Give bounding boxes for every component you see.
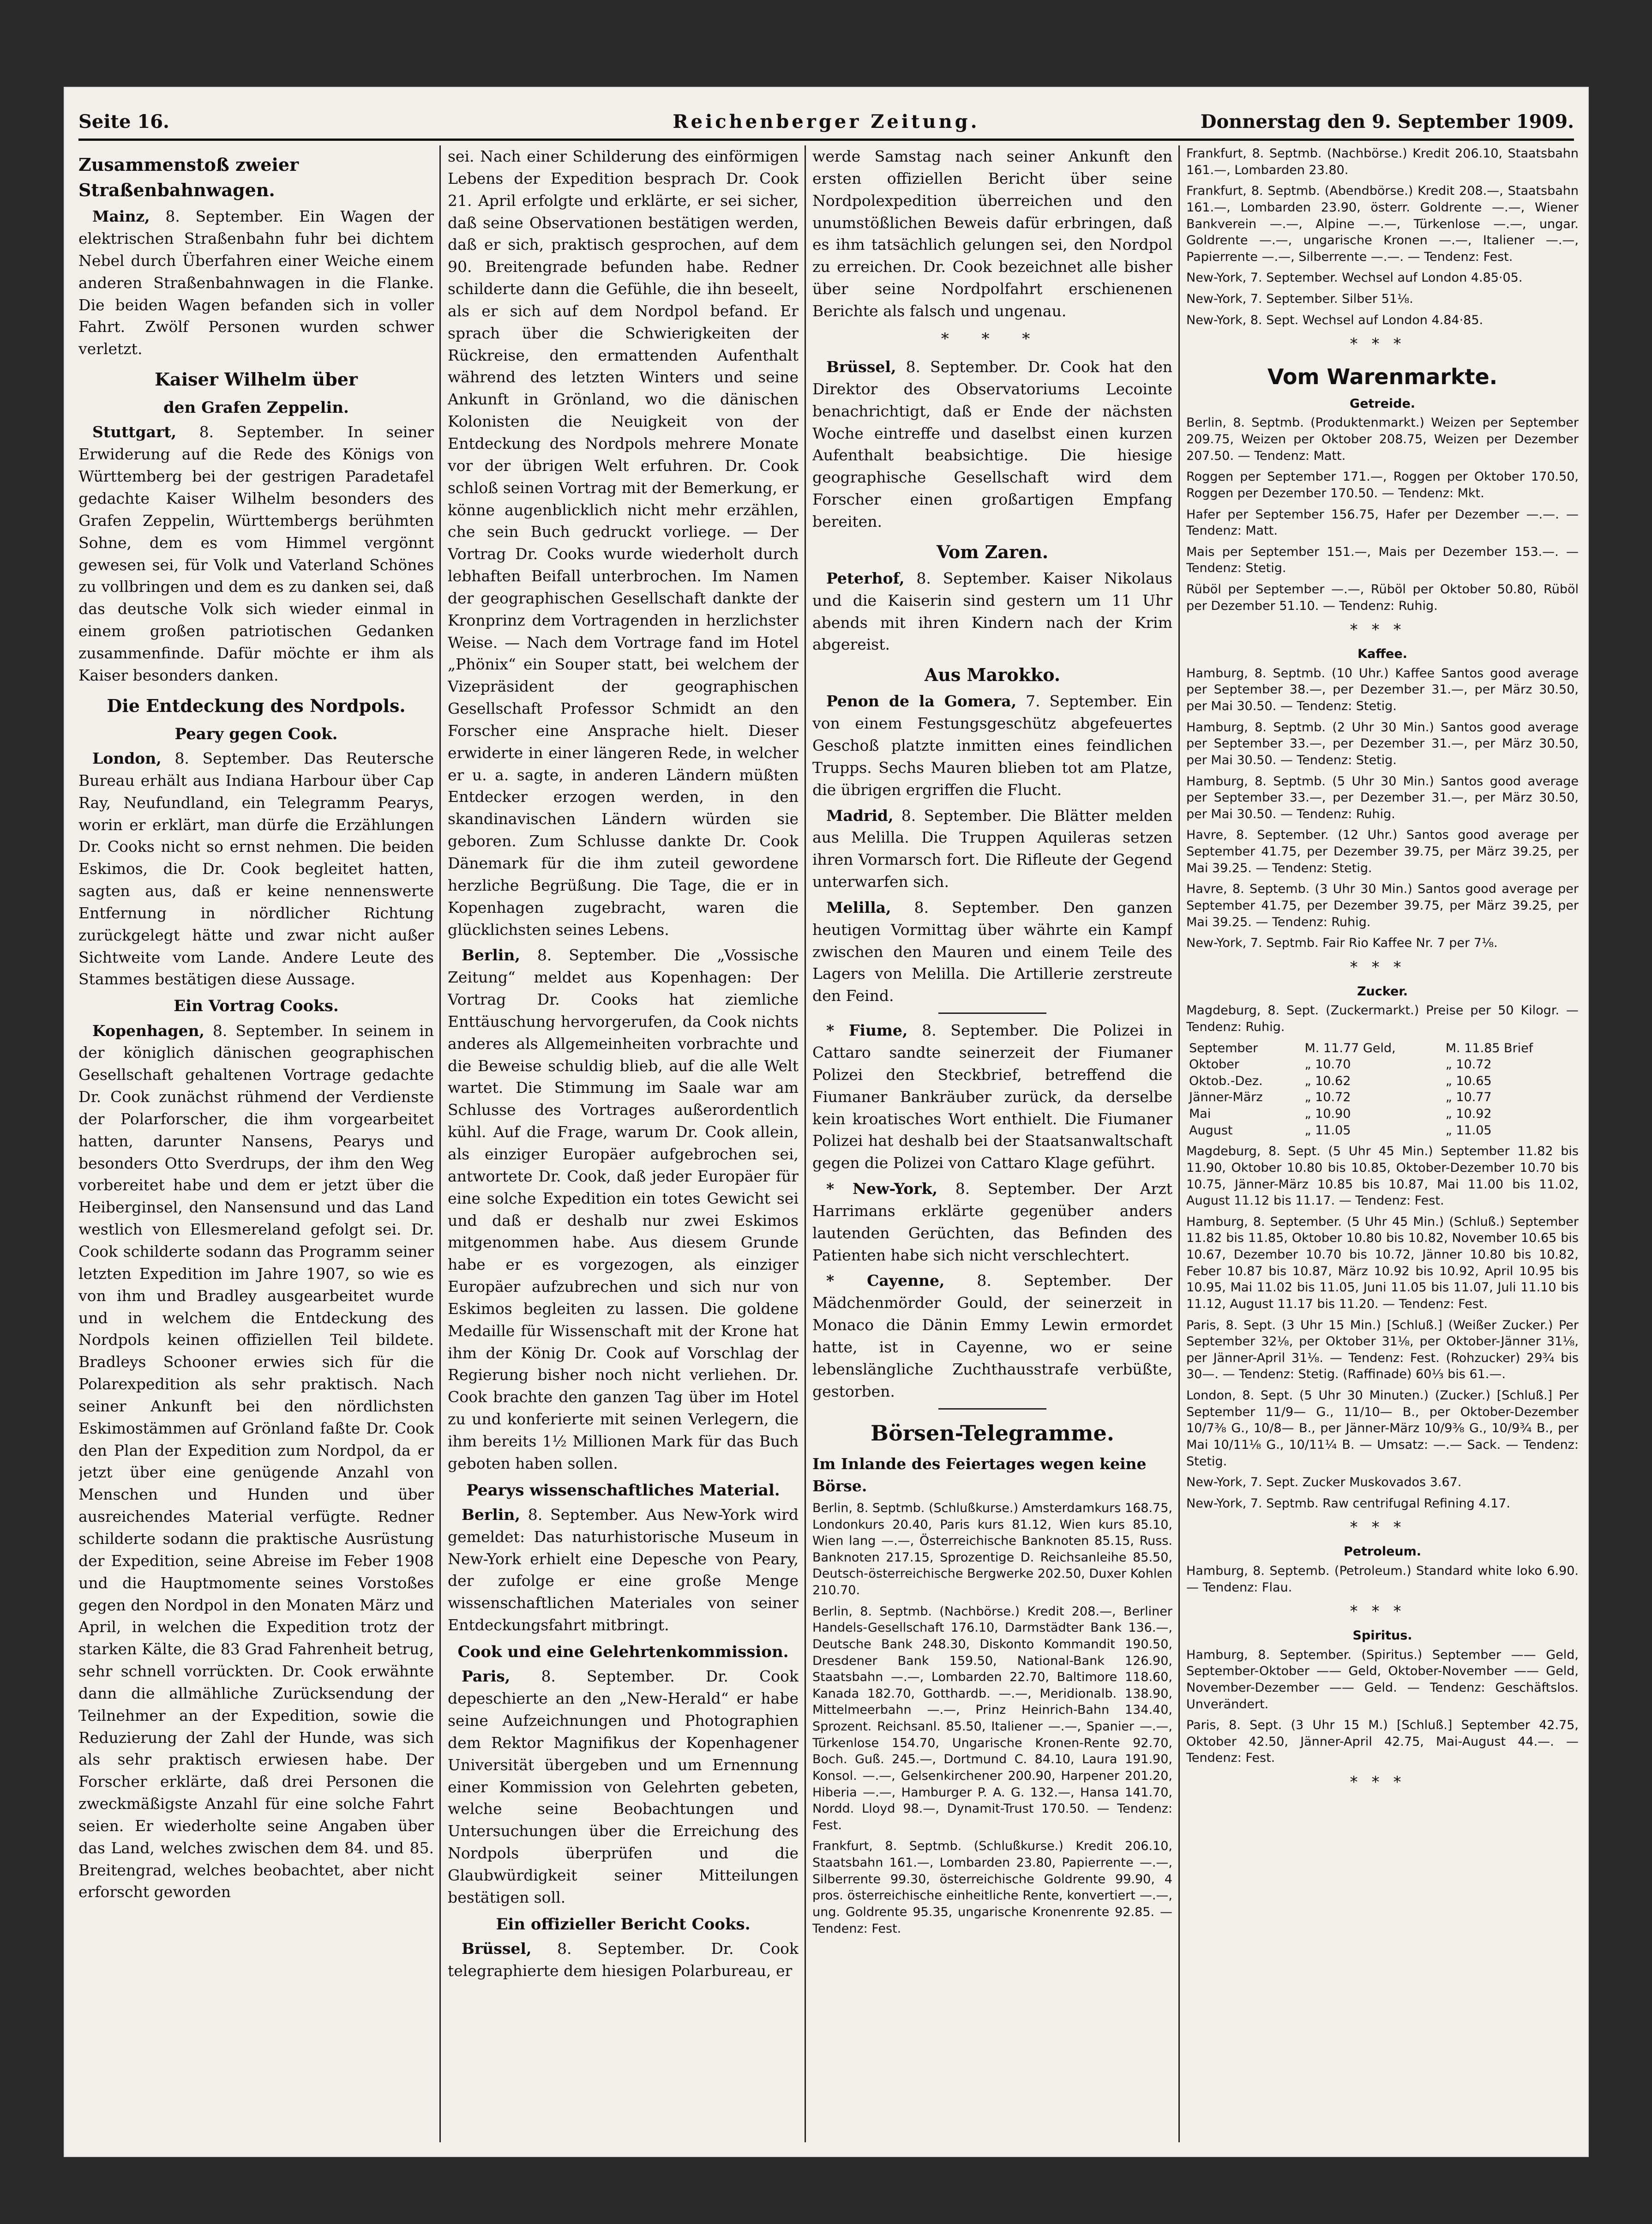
headline-kaiser-wilhelm: Kaiser Wilhelm über (155, 369, 358, 390)
market-newyork-silber: New-York, 7. September. Silber 51⅛. (1186, 292, 1413, 306)
column-4 (1186, 145, 1579, 2147)
divider (938, 1013, 1046, 1014)
market-zucker-6: New-York, 7. Sept. Zucker Muskovados 3.67. (1186, 1475, 1462, 1490)
sugar-cell: „ 10.72 (1445, 1057, 1492, 1072)
headline-warenmarkt: Vom Warenmarkte. (1267, 364, 1498, 390)
sugar-cell: M. 11.77 Geld, (1304, 1041, 1396, 1055)
article-berlin-newyork: Berlin, 8. September. Aus New-York wird gemeldet: Das naturhistorische Museum in New-York erhielt eine Depesche von Peary, der zufolge er eine große Menge wissenschaftlichen Materiales von seiner Entdeckungsfahrt mitbringt. (448, 1505, 799, 1634)
section-kaffee: Kaffee. (1358, 647, 1407, 662)
market-kaffee-2: Hamburg, 8. Septmb. (2 Uhr 30 Min.) Santos good average per September 33.—, per Dezember 31.—, per März 30.50, per Mai 30.50. — Tendenz: Stetig. (1186, 720, 1579, 767)
article-london: London, 8. September. Das Reutersche Bureau erhält aus Indiana Harbour über Cap Ray, Neufundland, ein Telegramm Pearys, worin er erklärt, man dürfe die Erzählungen Dr. Cooks nicht so ernst nehmen. Die beiden Eskimos, die Dr. Cook begleitet hatten, sagten aus, daß er keine nennenswerte Entfernung in nördlicher Richtung zurückgelegt hätte und zwar nicht außer Sichtweite vom Lande. Andere Leute des Stammes bestätigen diese Aussage. (78, 749, 434, 988)
market-zucker-3: Hamburg, 8. September. (5 Uhr 45 Min.) (Schluß.) September 11.82 bis 11.85, Oktober 10.80 bis 10.82, November 10.65 bis 10.67, Dezember 10.70 bis 10.72, Jänner 10.80 bis 10.82, Feber 10.87 bis 10.87, März 10.92 bis 10.92, April 10.95 bis 10.95, Mai 11.02 bis 11.05, Juni 11.05 bis 11.07, Juli 11.10 bis 11.12, August 11.17 bis 11.20. — Tendenz: Fest. (1186, 1214, 1579, 1311)
headline-nordpol: Die Entdeckung des Nordpols. (107, 695, 406, 716)
article-penon: Penon de la Gomera, 7. September. Ein von einem Festungsgeschütz abgefeuertes Geschoß platzte inmitten eines feindlichen Trupps. Sechs Mauren blieben tot am Platze, die übrigen ergriffen die Flucht. (812, 692, 1172, 799)
headline-marokko: Aus Marokko. (924, 664, 1061, 686)
section-stars: *** (1350, 1518, 1415, 1537)
market-spiritus-1: Hamburg, 8. September. (Spiritus.) September —— Geld, September-Oktober —— Geld, Oktober-November —— Geld, November-Dezember —— Geld. — Tendenz: Geschäftslos. Unverändert. (1186, 1647, 1579, 1712)
sugar-cell: „ 10.72 (1304, 1090, 1351, 1105)
headline-boersen: Börsen-Telegramme. (871, 1420, 1114, 1446)
article-stuttgart: Stuttgart, 8. September. In seiner Erwiderung auf die Rede des Königs von Württemberg bei der gestrigen Paradetafel gedachte Kaiser Wilhelm besonders des Grafen Zeppelin, Württembergs berühmten Sohne, dem es vom Himmel vergönnt gewesen sei, für Volk und Vaterland Schönes zu vollbringen und dem es zu danken sei, daß das deutsche Volk sich wieder einmal in einem großen patriotischen Gedanken zusammenfinde. Dafür möchte er ihm als Kaiser besonders danken. (78, 423, 434, 684)
column-2 (448, 145, 799, 2147)
section-getreide: Getreide. (1349, 396, 1416, 411)
sugar-cell: September (1189, 1041, 1258, 1055)
market-frankfurt-nachboerse: Frankfurt, 8. Septmb. (Nachbörse.) Kredit 206.10, Staatsbahn 161.—, Lombarden 23.80. (1186, 146, 1579, 177)
market-getreide-rueboel: Rüböl per September —.—, Rüböl per Oktober 50.80, Rüböl per Dezember 51.10. — Tendenz: Ruhig. (1186, 582, 1579, 613)
headline-zaren: Vom Zaren. (936, 541, 1049, 562)
sugar-row (1186, 1073, 1579, 1090)
issue-date: Donnerstag den 9. September 1909. (1200, 111, 1574, 133)
article-berlin-vossische: Berlin, 8. September. Die „Vossische Zeitung“ meldet aus Kopenhagen: Der Vortrag Dr. Cooks hat ziemliche Enttäuschung hervorgerufen, da Cook nichts anderes als Allgemeinheiten vorbrachte und die Beweise schuldig blieb, auf die alle Welt wartet. Die Stimmung im Saale war am Schlusse des Vortrages außerordentlich kühl. Auf die Frage, warum Dr. Cook allein, als einziger Europäer aufgebrochen sei, antwortete Dr. Cook, daß jeder Europäer für eine solche Expedition ein totes Gewicht sei und daß er deshalb nur zwei Eskimos mitgenommen habe. Aus diesem Grunde habe er es vorgezogen, als einziger Europäer aufzubrechen und sich nur von Eskimos begleiten zu lassen. Die goldene Medaille für Wissenschaft mit der Krone hat ihm der König Dr. Cook auf Vorschlag der Regierung bisher noch nicht verliehen. Dr. Cook brachte den ganzen Tag über im Hotel zu und konferierte mit seinen Verlegern, die ihm bereits 1½ Millionen Mark für das Buch geboten haben sollen. (448, 946, 799, 1472)
section-petroleum: Petroleum. (1343, 1544, 1422, 1559)
market-getreide-weizen: Berlin, 8. Septmb. (Produktenmarkt.) Weizen per September 209.75, Weizen per Oktober 208.75, Weizen per Dezember 207.50. — Tendenz: Matt. (1186, 416, 1579, 463)
market-zucker-2: Magdeburg, 8. Sept. (5 Uhr 45 Min.) September 11.82 bis 11.90, Oktober 10.80 bis 10.85, Oktober-Dezember 10.70 bis 10.75, Jänner-März 10.85 bis 10.87, Mai 11.00 bis 11.02, August 11.12 bis 11.17. — Tendenz: Fest. (1186, 1144, 1579, 1208)
market-kaffee-5: Havre, 8. Septemb. (3 Uhr 30 Min.) Santos good average per September 41.75, per Dezember 39.75, per März 39.25, per Mai 39.25. — Tendenz: Ruhig. (1186, 882, 1579, 929)
subheadline-keine-boerse: Im Inlande des Feiertages wegen keine Börse. (812, 1455, 1147, 1495)
market-berlin-nachboerse: Berlin, 8. Septmb. (Nachbörse.) Kredit 208.—, Berliner Handels-Gesellschaft 176.10, Darmstädter Bank 136.—, Deutsche Bank 248.30, Diskonto Kommandit 190.50, Dresdener Bank 159.50, National-Bank 126.90, Staatsbahn —.—, Lombarden 22.70, Baltimore 118.60, Kanada 182.70, Gotthardb. —.—, Meridionalb. 138.90, Mittelmeerbahn —.—, Prinz Heinrich-Bahn 134.40, Sprozent. Reichsanl. 85.50, Italiener —.—, Spanier —.—, Türkenlose 154.70, Ungarische Kronen-Rente 92.70, Boch. Guß. 245.—, Dortmund C. 84.10, Laura 191.90, Konsol. —.—, Gelsenkirchener 200.90, Harpener 201.20, Hiberia —.—, Hamburger P. A. G. 132.—, Hansa 141.70, Nordd. Lloyd 98.—, Dynamit-Trust 170.50. — Tendenz: Fest. (812, 1604, 1172, 1832)
market-zucker-7: New-York, 7. Septmb. Raw centrifugal Refining 4.17. (1186, 1496, 1511, 1511)
headline-peary-material: Pearys wissenschaftliches Material. (466, 1481, 780, 1500)
sugar-cell: Mai (1189, 1107, 1211, 1121)
sugar-cell: „ 11.05 (1304, 1123, 1351, 1138)
sugar-price-table (1186, 1040, 1579, 1139)
market-getreide-hafer: Hafer per September 156.75, Hafer per Dezember —.—. — Tendenz: Matt. (1186, 507, 1579, 538)
section-zucker: Zucker. (1357, 984, 1408, 999)
article-bruessel-cont: werde Samstag nach seiner Ankunft den ersten offiziellen Bericht über seine Nordpolexpedition überreichen und den unumstößlichen Beweis dafür erbringen, daß es ihm tatsächlich gelungen sei, den Nordpol zu erreichen. Dr. Cook bezeichnet alle bisher über seine Nordpolfahrt erschienenen Berichte als falsch und ungenau. (812, 147, 1172, 320)
sugar-cell: August (1189, 1123, 1233, 1138)
sugar-row (1186, 1122, 1579, 1139)
sugar-cell: „ 11.05 (1445, 1123, 1492, 1138)
page-number: Seite 16. (78, 111, 169, 133)
market-zucker-5: London, 8. Sept. (5 Uhr 30 Minuten.) (Zucker.) [Schluß.] Per September 11/9— G., 11/10— B., per Oktober-Dezember 10/7⅜ G., 10/8— B., per Jänner-März 10/9⅜ G., 10/9¾ B., per Mai 10/11⅛ G., 10/11¼ B. — Umsatz: —.— Sack. — Tendenz: Stetig. (1186, 1388, 1579, 1469)
market-frankfurt-schluss: Frankfurt, 8. Septmb. (Schlußkurse.) Kredit 206.10, Staatsbahn 161.—, Lombarden 23.80, Papierrente —.—, Silberrente 99.30, österreichische Goldrente 99.90, 4 pros. österreichische einheitliche Rente, konvertiert —.—, ung. Goldrente 95.35, ungarische Kronenrente 92.85. — Tendenz: Fest. (812, 1839, 1172, 1936)
headline-offizieller-bericht: Ein offizieller Bericht Cooks. (496, 1915, 751, 1934)
article-melilla: Melilla, 8. September. Den ganzen heutigen Vormittag über währte ein Kampf zwischen den Mauren und einem Teile des Lagers von Melilla. Die Artillerie zerstreute den Feind. (812, 898, 1172, 1005)
market-getreide-roggen: Roggen per September 171.—, Roggen per Oktober 170.50, Roggen per Dezember 170.50. — Tendenz: Mkt. (1186, 470, 1579, 500)
market-zucker-magdeburg: Magdeburg, 8. Sept. (Zuckermarkt.) Preise per 50 Kilogr. — Tendenz: Ruhig. (1186, 1003, 1579, 1034)
article-cayenne: * Cayenne, 8. September. Der Mädchenmörder Gould, der seinerzeit in Monaco die Dänin Emmy Lewin ermordet hatte, ist in Cayenne, wo er seine lebenslängliche Zuchthausstrafe verbüßte, gestorben. (812, 1272, 1172, 1400)
section-stars: *** (1350, 958, 1415, 976)
sugar-cell: Jänner-März (1189, 1090, 1263, 1105)
masthead (78, 106, 1574, 141)
market-frankfurt-abendboerse: Frankfurt, 8. Septmb. (Abendbörse.) Kredit 208.—, Staatsbahn 161.—, Lombarden 23.90, österr. Goldrente —.—, Wiener Bankverein —.—, Alpine —.—, Türkenlose —.—, ungar. Goldrente —.—, ungarische Kronen —.—, Italiener —.—, Papierrente —.—, Silberrente —.—. — Tendenz: Fest. (1186, 184, 1579, 264)
article-mainz: Mainz, 8. September. Ein Wagen der elektrischen Straßenbahn fuhr bei dichtem Nebel durch Überfahren einer Weiche einem anderen Straßenbahnwagen in die Flanke. Die beiden Wagen befanden sich in voller Fahrt. Zwölf Personen wurden schwer verletzt. (78, 207, 434, 358)
market-berlin-schluss: Berlin, 8. Septmb. (Schlußkurse.) Amsterdamkurs 168.75, Londonkurs 20.40, Paris kurs 81.12, Wien kurs 85.10, Wien lang —.—, Österreichische Banknoten 85.15, Russ. Banknoten 217.15, Sprozentige D. Reichsanleihe 85.50, Deutsch-österreichische Bergwerke 202.50, Duxer Kohlen 210.70. (812, 1501, 1172, 1598)
sugar-row (1186, 1089, 1579, 1106)
sugar-cell: „ 10.77 (1445, 1090, 1492, 1105)
market-newyork-wechsel-2: New-York, 8. Sept. Wechsel auf London 4.84·85. (1186, 313, 1484, 327)
section-stars: *** (1350, 621, 1415, 639)
column-rule (439, 145, 441, 2142)
sugar-row (1186, 1106, 1579, 1122)
article-madrid: Madrid, 8. September. Die Blätter melden aus Melilla. Die Truppen Aquileras setzen ihren Vormarsch fort. Die Rifleute der Gegend unterwarfen sich. (812, 806, 1172, 891)
sugar-cell: Oktob.-Dez. (1189, 1073, 1263, 1088)
market-zucker-4: Paris, 8. Sept. (3 Uhr 15 Min.) [Schluß.] (Weißer Zucker.) Per September 32⅛, per Oktober 31⅛, per Oktober-Jänner 31⅛, per Jänner-April 31⅛. — Tendenz: Fest. (Rohzucker) 29¾ bis 30—. — Tendenz: Stetig. (Raffinade) 60⅓ bis 61.—. (1186, 1318, 1579, 1382)
section-stars: *** (1350, 1773, 1415, 1792)
subheadline-peary-cook: Peary gegen Cook. (174, 724, 338, 743)
headline-vortrag-cook: Ein Vortrag Cooks. (174, 997, 339, 1016)
market-kaffee-4: Havre, 8. September. (12 Uhr.) Santos good average per September 41.75, per Dezember 39.75, per März 39.25, per Mai 39.25. — Tendenz: Stetig. (1186, 828, 1579, 875)
market-getreide-mais: Mais per September 151.—, Mais per Dezember 153.—. — Tendenz: Stetig. (1186, 544, 1579, 576)
sugar-cell: „ 10.62 (1304, 1073, 1351, 1088)
article-kopenhagen: Kopenhagen, 8. September. In seinem in der königlich dänischen geographischen Gesellschaft gehaltenen Vortrage gedachte Dr. Cook zunächst rühmend der Verdienste der Polarforscher, die ihm vorgearbeitet hatten, darunter Nansens, Pearys und besonders Otto Sverdrups, der ihm den Weg vorbereitet habe und dem er jetzt über die Heiberginsel, den Nansensund und das Land westlich von Ellesmereland gefolgt sei. Dr. Cook schilderte sodann das Programm seiner letzten Expedition im Jahre 1907, so wie es von ihm und Bradley ausgearbeitet wurde und in welchem die Entdeckung des Nordpols keinen offiziellen Teil bildete. Bradleys Schooner erwies sich für die Polarexpedition als sehr praktisch. Nach seiner Ankunft bei den nördlichsten Eskimostämmen auf Grönland faßte Dr. Cook den Plan der Expedition zum Nordpol, da er jetzt über eine genügende Anzahl von Menschen und Hunden und über ausreichendes Material verfügte. Redner schilderte sodann die praktische Ausrüstung der Expedition, seine Abreise im Feber 1908 und die Hauptmomente seines Vorstoßes gegen den Nordpol in den Monaten März und April, in welchen die Expedition trotz der starken Kälte, die 83 Grad Fahrenheit betrug, sehr schnell vorrückten. Dr. Cook erwähnte dann die allmähliche Zurücksendung der Teilnehmer an der Expedition, sowie die Reduzierung der Zahl der Hunde, was sich als sehr praktisch erwiesen habe. Der Forscher erklärte, daß drei Personen die zweckmäßigste Anzahl für eine solche Fahrt seien. Er wiederholte seine Angaben über das Land, welches zwischen dem 84. und 85. Breitengrad, welches beobachtet, aber nicht erforscht geworden (78, 1021, 434, 1901)
article-bruessel-1: Brüssel, 8. September. Dr. Cook telegraphierte dem hiesigen Polarbureau, er (448, 1939, 799, 1980)
market-kaffee-3: Hamburg, 8. Septmb. (5 Uhr 30 Min.) Santos good average per September 33.—, per Dezember 31.—, per März 30.50, per Mai 30.50. — Tendenz: Ruhig. (1186, 774, 1579, 821)
article-paris-cook: Paris, 8. September. Dr. Cook depeschierte an den „New-Herald“ er habe seine Aufzeichnungen und Photographien dem Rektor Magnifikus der Kopenhagener Universität übergeben und um Ernennung einer Kommission von Gelehrten gebeten, welche seine Beobachtungen und Untersuchungen über die Erreichung des Nordpols überprüfen und die Glaubwürdigkeit seiner Mitteilungen bestätigen soll. (448, 1667, 799, 1906)
section-stars: * * * (941, 329, 1044, 348)
sugar-row (1186, 1040, 1579, 1057)
article-bruessel-2: Brüssel, 8. September. Dr. Cook hat den Direktor des Observatoriums Lecointe benachrichtigt, daß er Ende der nächsten Woche eintreffe und daselbst einen kurzen Aufenthalt beabsichtige. Die hiesige geographische Gesellschaft wird dem Forscher einen großartigen Empfang bereiten. (812, 358, 1172, 530)
section-stars: *** (1350, 335, 1415, 354)
market-kaffee-1: Hamburg, 8. Septmb. (10 Uhr.) Kaffee Santos good average per September 38.—, per Dezember 31.—, per März 30.50, per Mai 30.50. — Tendenz: Stetig. (1186, 666, 1579, 714)
sugar-cell: „ 10.65 (1445, 1073, 1492, 1088)
newspaper-page (65, 88, 1588, 2156)
article-kopenhagen-cont: sei. Nach einer Schilderung des einförmigen Lebens der Expedition besprach Dr. Cook 21. April erfolgte und erklärte, er sei sicher, daß seine Observationen bestätigen werden, daß er sich, praktisch gesprochen, auf dem 90. Breitengrade befunden habe. Redner schilderte dann die Gefühle, die ihn beseelt, als er sich auf dem Nordpol befand. Er sprach über die Schwierigkeiten der Rückreise, den ermattenden Aufenthalt während des letzten Winters und seine Ankunft in Grönland, wo die dänischen Kolonisten die Neuigkeit von der Entdeckung des Nordpols mehrere Monate vor der übrigen Welt erfuhren. Dr. Cook schloß seinen Vortrag mit der Bemerkung, er könne augenblicklich nicht mehr erzählen, che sein Buch gedruckt vorliege. — Der Vortrag Dr. Cooks wurde wiederholt durch lebhaften Beifall unterbrochen. Im Namen der geographischen Gesellschaft dankte der Kronprinz dem Vortragenden in herzlichster Weise. — Nach dem Vortrage fand im Hotel „Phönix“ ein Souper statt, bei welchem der Vizepräsident der geographischen Gesellschaft Professor Schmidt an den Forscher eine Ansprache hielt. Dieser erwiderte in einer längeren Rede, in welcher er u. a. sagte, in anderen Ländern müßten Entdecker erzogen werden, in den skandinavischen Ländern würden sie geboren. Zum Schlusse dankte Dr. Cook Dänemark für die ihm zuteil gewordene herzliche Begrüßung. Die Tage, die er in Kopenhagen zugebracht, waren die glücklichsten seines Lebens. (448, 147, 799, 939)
headline-cook-kommission: Cook und eine Gelehrtenkommission. (457, 1642, 789, 1661)
sugar-cell: „ 10.70 (1304, 1057, 1351, 1072)
column-rule (1178, 145, 1180, 2142)
section-spiritus: Spiritus. (1352, 1628, 1412, 1643)
section-stars: *** (1350, 1602, 1415, 1621)
column-1 (78, 145, 434, 2147)
market-kaffee-6: New-York, 7. Septmb. Fair Rio Kaffee Nr. 7 per 7⅛. (1186, 936, 1498, 951)
market-petroleum: Hamburg, 8. Septemb. (Petroleum.) Standard white loko 6.90. — Tendenz: Flau. (1186, 1563, 1579, 1595)
article-peterhof: Peterhof, 8. September. Kaiser Nikolaus und die Kaiserin sind gestern um 11 Uhr abends mit ihren Kindern nach der Krim abgereist. (812, 569, 1172, 654)
sugar-cell: „ 10.92 (1445, 1107, 1492, 1121)
market-spiritus-2: Paris, 8. Sept. (3 Uhr 15 M.) [Schluß.] September 42.75, Oktober 42.50, Jänner-April 42.75, Mai-August 44.—. — Tendenz: Fest. (1186, 1718, 1579, 1766)
sugar-cell: Oktober (1189, 1057, 1239, 1072)
article-fiume: * Fiume, 8. September. Die Polizei in Cattaro sandte seinerzeit der Fiumaner Polizei den Steckbrief, betreffend die Fiumaner Bankräuber zurück, da derselbe kein kroatisches Wort enthielt. Die Fiumaner Polizei hat deshalb bei der Staatsanwaltschaft gegen die Polizei von Cattaro Klage geführt. (812, 1021, 1172, 1172)
column-3 (812, 145, 1172, 2147)
newspaper-name: Reichenberger Zeitung. (673, 111, 980, 133)
divider (938, 1408, 1046, 1410)
sugar-row (1186, 1056, 1579, 1073)
column-rule (805, 145, 806, 2142)
article-newyork-harriman: * New-York, 8. September. Der Arzt Harrimans erklärte gegenüber anders lautenden Gerüchten, das Befinden des Patienten habe sich nicht verschlechtert. (812, 1180, 1172, 1264)
sugar-cell: M. 11.85 Brief (1445, 1041, 1533, 1055)
headline-zeppelin: den Grafen Zeppelin. (163, 398, 349, 417)
headline-tram-collision: Zusammenstoß zweier Straßenbahnwagen. (78, 154, 299, 201)
sugar-cell: „ 10.90 (1304, 1107, 1351, 1121)
market-newyork-wechsel: New-York, 7. September. Wechsel auf London 4.85·05. (1186, 271, 1523, 285)
